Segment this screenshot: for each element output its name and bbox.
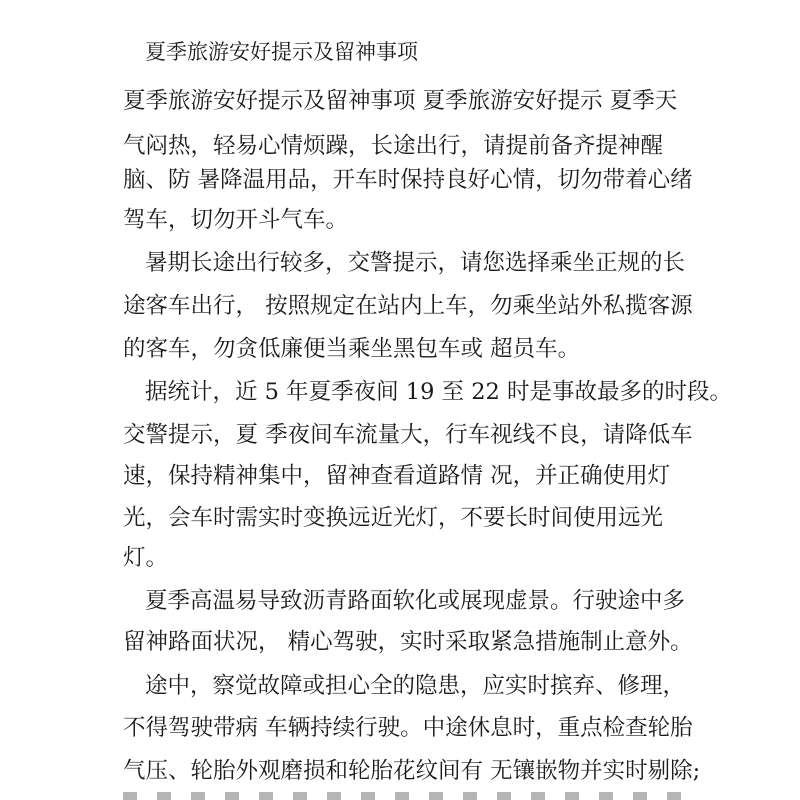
paragraph-start-line-8: 据统计，近 5 年夏季夜间 19 至 22 时是事故最多的时段。: [145, 379, 732, 405]
body-line-1: 夏季旅游安好提示及留神事项 夏季旅游安好提示 夏季天: [123, 88, 678, 114]
cut-off-text-line: [123, 792, 683, 800]
body-line-10: 速，保持精神集中，留神查看道路情 况，并正确使用灯: [123, 463, 671, 489]
body-line-9: 交警提示，夏 季夜间车流量大，行车视线不良，请降低车: [123, 422, 693, 448]
paragraph-start-line-5: 暑期长途出行较多，交警提示，请您选择乘坐正规的长: [145, 250, 686, 276]
body-line-4: 驾车，切勿开斗气车。: [123, 207, 349, 233]
body-line-2: 气闷热，轻易心情烦躁，长途出行，请提前备齐提神醒: [123, 133, 664, 159]
body-line-7: 的客车，勿贪低廉便当乘坐黑包车或 超员车。: [123, 336, 581, 362]
body-line-17: 气压、轮胎外观磨损和轮胎花纹间有 无镶嵌物并实时剔除;: [123, 758, 701, 784]
body-line-11: 光，会车时需实时变换远近光灯，不要长时间使用远光: [123, 505, 664, 531]
body-line-12: 灯。: [123, 545, 169, 571]
body-line-6: 途客车出行， 按照规定在站内上车，勿乘坐站外私揽客源: [123, 293, 693, 319]
body-line-14: 留神路面状况， 精心驾驶，实时采取紧急措施制止意外。: [123, 629, 693, 655]
body-line-16: 不得驾驶带病 车辆持续行驶。中途休息时，重点检查轮胎: [123, 715, 693, 741]
document-title: 夏季旅游安好提示及留神事项: [145, 40, 418, 64]
paragraph-start-line-15: 途中，察觉故障或担心全的隐患，应实时摈弃、修理，: [145, 673, 686, 699]
body-line-3: 脑、防 暑降温用品，开车时保持良好心情，切勿带着心绪: [123, 167, 693, 193]
paragraph-start-line-13: 夏季高温易导致沥青路面软化或展现虚景。行驶途中多: [145, 588, 686, 614]
